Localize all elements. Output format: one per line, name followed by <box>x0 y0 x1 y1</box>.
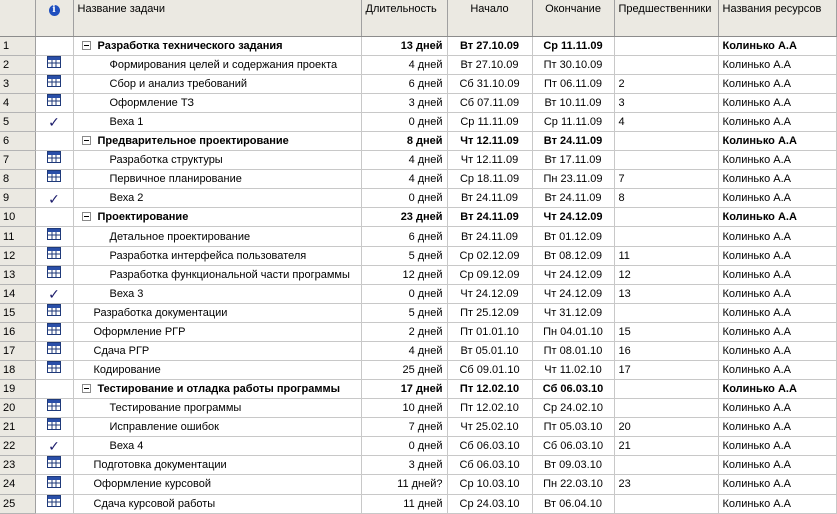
task-rows <box>0 37 836 514</box>
start-date-cell[interactable]: Пт 01.01.10 <box>447 322 532 341</box>
resource-names-cell[interactable]: Колинько А.А <box>718 170 836 189</box>
finish-date-cell[interactable]: Вт 24.11.09 <box>532 189 614 208</box>
column-header-duration[interactable]: Длительность <box>361 0 447 37</box>
resource-names-cell[interactable]: Колинько А.А <box>718 361 836 380</box>
calendar-icon <box>47 361 61 379</box>
start-date-cell[interactable]: Сб 06.03.10 <box>447 456 532 475</box>
start-date-cell[interactable]: Вт 24.11.09 <box>447 189 532 208</box>
row-id-cell[interactable]: 25 <box>0 494 35 513</box>
table-row[interactable] <box>0 494 836 513</box>
row-id-cell[interactable]: 15 <box>0 303 35 322</box>
duration-cell[interactable]: 4 дней <box>361 341 447 360</box>
duration-cell[interactable]: 6 дней <box>361 227 447 246</box>
task-name-cell[interactable] <box>73 475 361 494</box>
row-id-cell[interactable]: 6 <box>0 132 35 151</box>
table-row[interactable] <box>0 189 836 208</box>
task-name-cell[interactable] <box>73 113 361 132</box>
indicator-cell <box>35 284 73 303</box>
start-date-cell[interactable]: Сб 06.03.10 <box>447 437 532 456</box>
task-name-cell[interactable] <box>73 151 361 170</box>
task-name-cell[interactable] <box>73 341 361 360</box>
row-id-cell[interactable]: 16 <box>0 322 35 341</box>
task-name-cell[interactable] <box>73 265 361 284</box>
finish-date-cell[interactable]: Пт 05.03.10 <box>532 418 614 437</box>
calendar-icon <box>47 418 61 436</box>
task-name-cell[interactable] <box>73 399 361 418</box>
row-id-cell[interactable]: 23 <box>0 456 35 475</box>
calendar-icon <box>47 342 61 360</box>
row-id-cell[interactable]: 4 <box>0 94 35 113</box>
calendar-icon <box>47 170 61 188</box>
calendar-icon <box>47 247 61 265</box>
predecessors-cell[interactable] <box>614 132 718 151</box>
table-row[interactable] <box>0 94 836 113</box>
start-date-cell[interactable]: Сб 07.11.09 <box>447 94 532 113</box>
indicator-cell <box>35 151 73 170</box>
finish-date-cell[interactable]: Вт 06.04.10 <box>532 494 614 513</box>
finish-date-cell[interactable]: Ср 11.11.09 <box>532 37 614 56</box>
table-row[interactable] <box>0 208 836 227</box>
row-id-cell[interactable]: 3 <box>0 75 35 94</box>
task-name-cell[interactable] <box>73 56 361 75</box>
indicator-cell <box>35 475 73 494</box>
finish-date-cell[interactable]: Пн 04.01.10 <box>532 322 614 341</box>
indicator-cell <box>35 418 73 437</box>
start-date-cell[interactable]: Вт 27.10.09 <box>447 37 532 56</box>
row-id-cell[interactable]: 8 <box>0 170 35 189</box>
start-date-cell[interactable]: Чт 25.02.10 <box>447 418 532 437</box>
indicator-cell <box>35 399 73 418</box>
predecessors-cell[interactable] <box>614 151 718 170</box>
task-name: Подготовка документации <box>93 459 227 472</box>
task-name: Разработка технического задания <box>97 40 283 52</box>
task-name-cell[interactable] <box>73 208 361 227</box>
task-name-cell[interactable] <box>73 189 361 208</box>
calendar-icon <box>47 323 61 341</box>
header-row <box>0 0 836 37</box>
indicator-cell <box>35 361 73 380</box>
calendar-icon <box>47 456 61 474</box>
row-id-cell[interactable]: 10 <box>0 208 35 227</box>
finish-date-cell[interactable]: Чт 24.12.09 <box>532 208 614 227</box>
table-row[interactable] <box>0 341 836 360</box>
task-name: Тестирование и отладка работы программы <box>97 383 341 396</box>
duration-cell[interactable]: 0 дней <box>361 284 447 303</box>
task-name-cell[interactable] <box>73 322 361 341</box>
finish-date-cell[interactable]: Вт 24.11.09 <box>532 132 614 151</box>
row-id-cell[interactable]: 24 <box>0 475 35 494</box>
column-header-indicators[interactable] <box>35 0 73 37</box>
row-id-cell[interactable]: 12 <box>0 246 35 265</box>
collapse-toggle-icon[interactable] <box>82 212 91 221</box>
task-name: Исправление ошибок <box>109 421 219 434</box>
task-name: Сдача курсовой работы <box>93 497 216 510</box>
table-row[interactable] <box>0 227 836 246</box>
task-name-cell[interactable] <box>73 418 361 437</box>
task-name-cell[interactable] <box>73 494 361 513</box>
table-row[interactable] <box>0 265 836 284</box>
finish-date-cell[interactable]: Чт 24.12.09 <box>532 284 614 303</box>
calendar-icon <box>47 399 61 417</box>
table-row[interactable] <box>0 456 836 475</box>
task-name: Оформление курсовой <box>93 478 211 491</box>
task-name: Проектирование <box>97 211 189 224</box>
table-row[interactable] <box>0 475 836 494</box>
task-name-cell[interactable] <box>73 303 361 322</box>
start-date-cell[interactable]: Ср 09.12.09 <box>447 265 532 284</box>
predecessors-cell[interactable] <box>614 494 718 513</box>
start-date-cell[interactable]: Пт 12.02.10 <box>447 399 532 418</box>
table-row[interactable] <box>0 132 836 151</box>
resource-names-cell[interactable]: Колинько А.А <box>718 132 836 151</box>
indicator-cell <box>35 456 73 475</box>
resource-names-cell[interactable]: Колинько А.А <box>718 265 836 284</box>
task-name: Формирования целей и содержания проекта <box>109 59 338 72</box>
table-row[interactable] <box>0 56 836 75</box>
task-name: Разработка интерфейса пользователя <box>109 249 307 262</box>
task-name: Сдача РГР <box>93 344 150 357</box>
duration-cell[interactable]: 4 дней <box>361 170 447 189</box>
resource-names-cell[interactable]: Колинько А.А <box>718 227 836 246</box>
task-name: Предварительное проектирование <box>97 135 289 148</box>
column-header-finish[interactable]: Окончание <box>532 0 614 37</box>
resource-names-cell[interactable]: Колинько А.А <box>718 246 836 265</box>
table-row[interactable] <box>0 380 836 399</box>
collapse-toggle-icon[interactable] <box>82 384 91 393</box>
duration-cell[interactable]: 17 дней <box>361 380 447 399</box>
resource-names-cell[interactable]: Колинько А.А <box>718 475 836 494</box>
task-name: Сбор и анализ требований <box>109 78 247 91</box>
task-name: Оформление РГР <box>93 325 186 338</box>
duration-cell[interactable]: 6 дней <box>361 75 447 94</box>
start-date-cell[interactable]: Ср 11.11.09 <box>447 113 532 132</box>
table-row[interactable] <box>0 246 836 265</box>
row-id-cell[interactable]: 21 <box>0 418 35 437</box>
resource-names-cell[interactable]: Колинько А.А <box>718 208 836 227</box>
duration-cell[interactable]: 0 дней <box>361 113 447 132</box>
start-date-cell[interactable]: Чт 12.11.09 <box>447 132 532 151</box>
duration-cell[interactable]: 10 дней <box>361 399 447 418</box>
indicator-cell <box>35 265 73 284</box>
finish-date-cell[interactable]: Чт 31.12.09 <box>532 303 614 322</box>
task-name: Кодирование <box>93 364 161 377</box>
start-date-cell[interactable]: Вт 27.10.09 <box>447 56 532 75</box>
finish-date-cell[interactable]: Вт 09.03.10 <box>532 456 614 475</box>
task-name: Оформление ТЗ <box>109 97 195 110</box>
predecessors-cell[interactable]: 12 <box>614 265 718 284</box>
table-row[interactable] <box>0 418 836 437</box>
resource-names-cell[interactable]: Колинько А.А <box>718 56 836 75</box>
row-id-cell[interactable]: 20 <box>0 399 35 418</box>
row-id-cell[interactable]: 2 <box>0 56 35 75</box>
duration-cell[interactable]: 3 дней <box>361 94 447 113</box>
predecessors-cell[interactable] <box>614 456 718 475</box>
finish-date-cell[interactable]: Пт 08.01.10 <box>532 341 614 360</box>
resource-names-cell[interactable]: Колинько А.А <box>718 113 836 132</box>
row-id-cell[interactable]: 18 <box>0 361 35 380</box>
row-id-cell[interactable]: 14 <box>0 284 35 303</box>
task-name-cell[interactable] <box>73 284 361 303</box>
duration-cell[interactable]: 0 дней <box>361 189 447 208</box>
table-row[interactable] <box>0 75 836 94</box>
resource-names-cell[interactable]: Колинько А.А <box>718 399 836 418</box>
predecessors-cell[interactable]: 17 <box>614 361 718 380</box>
duration-cell[interactable]: 8 дней <box>361 132 447 151</box>
finish-date-cell[interactable]: Чт 24.12.09 <box>532 265 614 284</box>
indicator-cell <box>35 94 73 113</box>
indicator-cell <box>35 341 73 360</box>
task-name-cell[interactable] <box>73 227 361 246</box>
information-icon: i <box>49 5 60 16</box>
duration-cell[interactable]: 3 дней <box>361 456 447 475</box>
task-name-cell[interactable] <box>73 246 361 265</box>
task-name: Первичное планирование <box>109 173 242 186</box>
predecessors-cell[interactable]: 7 <box>614 170 718 189</box>
duration-cell[interactable]: 11 дней? <box>361 475 447 494</box>
predecessors-cell[interactable]: 3 <box>614 94 718 113</box>
column-header-task-name[interactable]: Название задачи <box>73 0 361 37</box>
calendar-icon <box>47 151 61 169</box>
checkmark-icon: ✓ <box>48 285 60 302</box>
predecessors-cell[interactable]: 16 <box>614 341 718 360</box>
predecessors-cell[interactable]: 20 <box>614 418 718 437</box>
start-date-cell[interactable]: Сб 09.01.10 <box>447 361 532 380</box>
duration-cell[interactable]: 23 дней <box>361 208 447 227</box>
row-id-cell[interactable]: 5 <box>0 113 35 132</box>
predecessors-cell[interactable]: 2 <box>614 75 718 94</box>
row-id-cell[interactable]: 11 <box>0 227 35 246</box>
indicator-cell <box>35 322 73 341</box>
duration-cell[interactable]: 11 дней <box>361 494 447 513</box>
finish-date-cell[interactable]: Сб 06.03.10 <box>532 437 614 456</box>
start-date-cell[interactable]: Чт 24.12.09 <box>447 284 532 303</box>
task-name: Веха 1 <box>109 116 144 129</box>
calendar-icon <box>47 304 61 322</box>
indicator-cell <box>35 208 73 227</box>
finish-date-cell[interactable]: Вт 01.12.09 <box>532 227 614 246</box>
indicator-cell <box>35 113 73 132</box>
column-header-id[interactable] <box>0 0 35 37</box>
predecessors-cell[interactable]: 23 <box>614 475 718 494</box>
indicator-cell <box>35 170 73 189</box>
finish-date-cell[interactable]: Пн 23.11.09 <box>532 170 614 189</box>
row-id-cell[interactable]: 7 <box>0 151 35 170</box>
predecessors-cell[interactable]: 11 <box>614 246 718 265</box>
task-name-cell[interactable] <box>73 94 361 113</box>
indicator-cell <box>35 303 73 322</box>
checkmark-icon: ✓ <box>48 438 60 455</box>
table-row[interactable] <box>0 399 836 418</box>
start-date-cell[interactable]: Ср 02.12.09 <box>447 246 532 265</box>
predecessors-cell[interactable] <box>614 380 718 399</box>
column-header-predecessors[interactable]: Предшественники <box>614 0 718 37</box>
table-row[interactable] <box>0 303 836 322</box>
finish-date-cell[interactable]: Сб 06.03.10 <box>532 380 614 399</box>
indicator-cell <box>35 227 73 246</box>
finish-date-cell[interactable]: Ср 11.11.09 <box>532 113 614 132</box>
predecessors-cell[interactable]: 15 <box>614 322 718 341</box>
duration-cell[interactable]: 5 дней <box>361 303 447 322</box>
task-name-cell[interactable] <box>73 75 361 94</box>
task-name-cell[interactable] <box>73 437 361 456</box>
column-header-resources[interactable]: Названия ресурсов <box>718 0 836 37</box>
collapse-toggle-icon[interactable] <box>82 41 91 50</box>
indicator-cell <box>35 189 73 208</box>
indicator-cell <box>35 494 73 513</box>
row-id-cell[interactable]: 19 <box>0 380 35 399</box>
start-date-cell[interactable]: Ср 18.11.09 <box>447 170 532 189</box>
predecessors-cell[interactable] <box>614 37 718 56</box>
duration-cell[interactable]: 13 дней <box>361 37 447 56</box>
resource-names-cell[interactable]: Колинько А.А <box>718 94 836 113</box>
start-date-cell[interactable]: Чт 12.11.09 <box>447 151 532 170</box>
row-id-cell[interactable]: 17 <box>0 341 35 360</box>
finish-date-cell[interactable]: Чт 11.02.10 <box>532 361 614 380</box>
start-date-cell[interactable]: Ср 24.03.10 <box>447 494 532 513</box>
checkmark-icon: ✓ <box>48 114 60 131</box>
task-name: Детальное проектирование <box>109 230 251 243</box>
calendar-icon <box>47 228 61 246</box>
start-date-cell[interactable]: Вт 05.01.10 <box>447 341 532 360</box>
task-name-cell[interactable] <box>73 132 361 151</box>
indicator-cell <box>35 246 73 265</box>
finish-date-cell[interactable]: Вт 17.11.09 <box>532 151 614 170</box>
table-row[interactable] <box>0 113 836 132</box>
finish-date-cell[interactable]: Ср 24.02.10 <box>532 399 614 418</box>
resource-names-cell[interactable]: Колинько А.А <box>718 37 836 56</box>
table-row[interactable] <box>0 284 836 303</box>
row-id-cell[interactable]: 22 <box>0 437 35 456</box>
calendar-icon <box>47 94 61 112</box>
collapse-toggle-icon[interactable] <box>82 136 91 145</box>
finish-date-cell[interactable]: Вт 10.11.09 <box>532 94 614 113</box>
predecessors-cell[interactable] <box>614 399 718 418</box>
calendar-icon <box>47 56 61 74</box>
resource-names-cell[interactable]: Колинько А.А <box>718 284 836 303</box>
resource-names-cell[interactable]: Колинько А.А <box>718 494 836 513</box>
start-date-cell[interactable]: Пт 25.12.09 <box>447 303 532 322</box>
predecessors-cell[interactable] <box>614 303 718 322</box>
checkmark-icon: ✓ <box>48 190 60 207</box>
calendar-icon <box>47 495 61 513</box>
start-date-cell[interactable]: Вт 24.11.09 <box>447 227 532 246</box>
duration-cell[interactable]: 7 дней <box>361 418 447 437</box>
task-name-cell[interactable] <box>73 361 361 380</box>
task-name: Разработка структуры <box>109 154 223 167</box>
task-name-cell[interactable] <box>73 456 361 475</box>
indicator-cell <box>35 380 73 399</box>
resource-names-cell[interactable]: Колинько А.А <box>718 303 836 322</box>
finish-date-cell[interactable]: Пт 06.11.09 <box>532 75 614 94</box>
indicator-cell <box>35 75 73 94</box>
start-date-cell[interactable]: Сб 31.10.09 <box>447 75 532 94</box>
table-row[interactable] <box>0 322 836 341</box>
predecessors-cell[interactable]: 13 <box>614 284 718 303</box>
duration-cell[interactable]: 4 дней <box>361 151 447 170</box>
indicator-cell <box>35 56 73 75</box>
resource-names-cell[interactable]: Колинько А.А <box>718 322 836 341</box>
finish-date-cell[interactable]: Вт 08.12.09 <box>532 246 614 265</box>
resource-names-cell[interactable]: Колинько А.А <box>718 151 836 170</box>
task-name: Тестирование программы <box>109 402 242 415</box>
task-name-cell[interactable] <box>73 170 361 189</box>
table-row[interactable] <box>0 437 836 456</box>
task-name: Разработка функциональной части программы <box>109 268 350 281</box>
resource-names-cell[interactable]: Колинько А.А <box>718 341 836 360</box>
duration-cell[interactable]: 2 дней <box>361 322 447 341</box>
start-date-cell[interactable]: Пт 12.02.10 <box>447 380 532 399</box>
duration-cell[interactable]: 25 дней <box>361 361 447 380</box>
resource-names-cell[interactable]: Колинько А.А <box>718 75 836 94</box>
start-date-cell[interactable]: Вт 24.11.09 <box>447 208 532 227</box>
table-row[interactable] <box>0 170 836 189</box>
duration-cell[interactable]: 5 дней <box>361 246 447 265</box>
task-name: Веха 3 <box>109 287 144 300</box>
predecessors-cell[interactable] <box>614 56 718 75</box>
indicator-cell <box>35 437 73 456</box>
resource-names-cell[interactable]: Колинько А.А <box>718 418 836 437</box>
row-id-cell[interactable]: 13 <box>0 265 35 284</box>
calendar-icon <box>47 476 61 494</box>
task-name-cell[interactable] <box>73 380 361 399</box>
calendar-icon <box>47 266 61 284</box>
predecessors-cell[interactable]: 4 <box>614 113 718 132</box>
table-row[interactable] <box>0 151 836 170</box>
column-header-start[interactable]: Начало <box>447 0 532 37</box>
predecessors-cell[interactable] <box>614 227 718 246</box>
calendar-icon <box>47 75 61 93</box>
duration-cell[interactable]: 0 дней <box>361 437 447 456</box>
resource-names-cell[interactable]: Колинько А.А <box>718 456 836 475</box>
task-name: Веха 2 <box>109 192 144 205</box>
start-date-cell[interactable]: Ср 10.03.10 <box>447 475 532 494</box>
table-row[interactable] <box>0 37 836 56</box>
indicator-cell <box>35 132 73 151</box>
predecessors-cell[interactable] <box>614 208 718 227</box>
duration-cell[interactable]: 4 дней <box>361 56 447 75</box>
predecessors-cell[interactable]: 8 <box>614 189 718 208</box>
row-id-cell[interactable]: 9 <box>0 189 35 208</box>
row-id-cell[interactable]: 1 <box>0 37 35 56</box>
finish-date-cell[interactable]: Пн 22.03.10 <box>532 475 614 494</box>
task-name: Разработка документации <box>93 306 228 319</box>
resource-names-cell[interactable]: Колинько А.А <box>718 380 836 399</box>
predecessors-cell[interactable]: 21 <box>614 437 718 456</box>
table-row[interactable] <box>0 361 836 380</box>
indicator-cell <box>35 37 73 56</box>
resource-names-cell[interactable]: Колинько А.А <box>718 437 836 456</box>
resource-names-cell[interactable]: Колинько А.А <box>718 189 836 208</box>
task-name-cell[interactable] <box>73 37 361 56</box>
duration-cell[interactable]: 12 дней <box>361 265 447 284</box>
task-name: Веха 4 <box>109 440 144 453</box>
finish-date-cell[interactable]: Пт 30.10.09 <box>532 56 614 75</box>
